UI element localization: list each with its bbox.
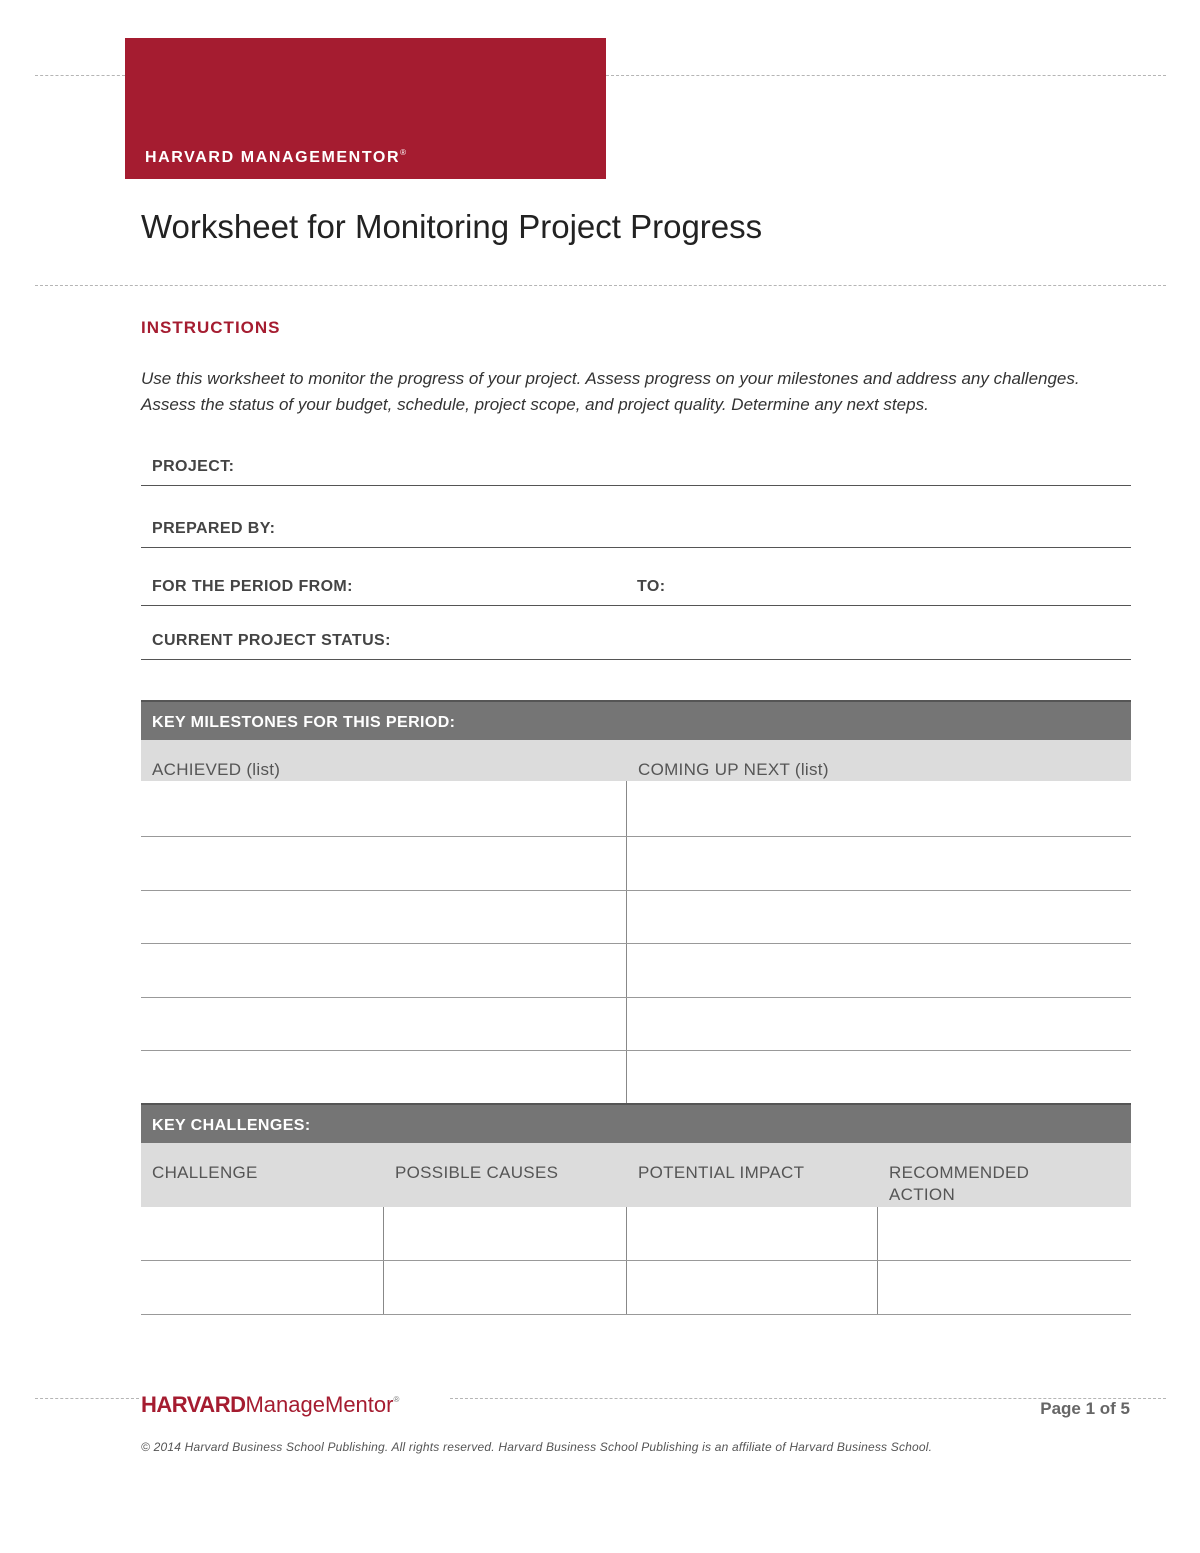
challenges-col-causes: POSSIBLE CAUSES <box>395 1163 559 1182</box>
challenges-section-header <box>141 1103 1131 1143</box>
period-to-field[interactable] <box>626 566 1131 606</box>
instructions-text: Use this worksheet to monitor the progress of your project. Assess progress on your milestones and address any challenges. Assess the status of your budget, schedule, project scope, and project quality. Determine any next steps. <box>141 369 1080 414</box>
milestones-row-line <box>141 890 1131 891</box>
page-title: Worksheet for Monitoring Project Progress <box>141 208 763 245</box>
period-from-label: FOR THE PERIOD FROM: <box>152 578 353 595</box>
footer-logo: HARVARDManageMentor® <box>141 1392 400 1417</box>
period-from-field[interactable] <box>141 566 626 606</box>
current-status-field[interactable] <box>141 620 1131 660</box>
milestones-column-divider <box>626 781 627 1103</box>
challenges-column-header <box>141 1143 1131 1207</box>
challenges-col-impact: POTENTIAL IMPACT <box>638 1163 805 1182</box>
header-divider-left <box>35 75 125 76</box>
milestones-col-coming-up: COMING UP NEXT (list) <box>638 760 829 779</box>
current-status-label: CURRENT PROJECT STATUS: <box>152 632 391 649</box>
brand-banner-logo: HARVARD MANAGEMENTOR® <box>145 148 407 166</box>
milestones-row-line <box>141 836 1131 837</box>
milestones-row-line <box>141 943 1131 944</box>
milestones-heading: KEY MILESTONES FOR THIS PERIOD: <box>152 714 456 731</box>
challenges-row-line <box>141 1314 1131 1315</box>
challenges-heading: KEY CHALLENGES: <box>152 1117 311 1134</box>
challenges-col-challenge: CHALLENGE <box>152 1163 258 1182</box>
milestones-row-line <box>141 1050 1131 1051</box>
page-number: Page 1 of 5 <box>1040 1399 1130 1418</box>
instructions-heading: INSTRUCTIONS <box>141 318 281 337</box>
brand-banner <box>125 38 606 179</box>
milestones-row-line <box>141 997 1131 998</box>
footer-divider-left <box>35 1398 139 1399</box>
prepared-by-label: PREPARED BY: <box>152 520 276 537</box>
milestones-col-achieved: ACHIEVED (list) <box>152 760 281 779</box>
header-divider-right <box>606 75 1166 76</box>
title-divider <box>35 285 1166 286</box>
project-label: PROJECT: <box>152 458 235 475</box>
project-field[interactable] <box>141 446 1131 486</box>
challenges-row-line <box>141 1260 1131 1261</box>
milestones-section-header <box>141 700 1131 740</box>
challenges-col-action: RECOMMENDED ACTION <box>889 1163 1030 1204</box>
prepared-by-field[interactable] <box>141 508 1131 548</box>
milestones-column-header <box>141 740 1131 781</box>
period-field <box>141 566 1131 606</box>
period-to-label: TO: <box>637 578 666 595</box>
copyright-notice: © 2014 Harvard Business School Publishing. All rights reserved. Harvard Business School Publishing is an affiliate of Harvard Business School. <box>141 1440 933 1454</box>
